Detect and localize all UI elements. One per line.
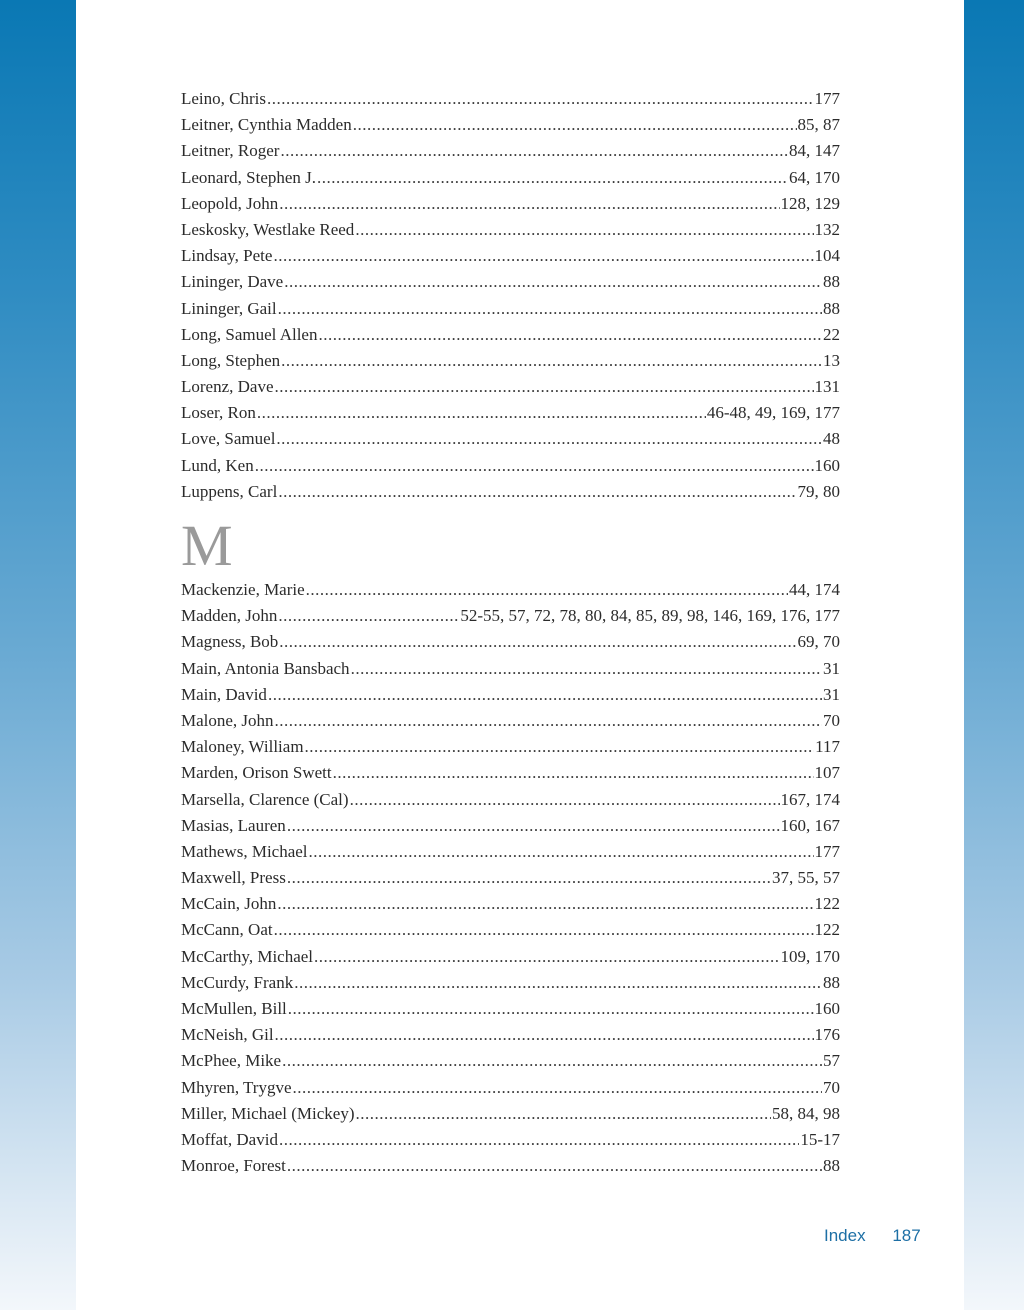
index-entry: [181, 891, 840, 917]
entry-name: Miller, Michael (Mickey): [181, 1103, 355, 1123]
entry-name: Lund, Ken: [181, 455, 254, 475]
dot-leader: [287, 1153, 822, 1179]
index-entry: [181, 269, 840, 295]
entry-name: McNeish, Gil: [181, 1025, 274, 1045]
index-entry: [181, 839, 840, 865]
index-entry: [181, 86, 840, 112]
entry-name: Mathews, Michael: [181, 841, 308, 861]
index-entry: [181, 1075, 840, 1101]
entry-name: Long, Stephen: [181, 350, 281, 370]
index-entry: [181, 400, 840, 426]
index-entry: [181, 374, 840, 400]
dot-leader: [275, 374, 814, 400]
index-entry: [181, 813, 840, 839]
index-entry: [181, 243, 840, 269]
dot-leader: [278, 479, 796, 505]
entry-pages: 88: [823, 1156, 840, 1176]
entry-name: Marden, Orison Swett: [181, 763, 332, 783]
index-entry: [181, 479, 840, 505]
dot-leader: [276, 426, 822, 452]
dot-leader: [353, 112, 797, 138]
entry-pages: 46-48, 49, 169, 177: [706, 403, 840, 423]
entry-pages: 117: [815, 737, 840, 757]
index-entry: [181, 629, 840, 655]
dot-leader: [318, 322, 822, 348]
entry-name: Moffat, David: [181, 1129, 278, 1149]
entry-pages: 79, 80: [797, 481, 840, 501]
entry-name: Main, Antonia Bansbach: [181, 658, 350, 678]
dot-leader: [273, 243, 813, 269]
index-entry: [181, 708, 840, 734]
dot-leader: [274, 917, 814, 943]
entry-pages: 13: [823, 350, 840, 370]
right-decorative-band: [964, 0, 1024, 1310]
entry-name: Marsella, Clarence (Cal): [181, 789, 349, 809]
entry-name: Mackenzie, Marie: [181, 580, 305, 599]
index-entry: [181, 1127, 840, 1153]
index-entry: [181, 1048, 840, 1074]
dot-leader: [281, 348, 822, 374]
dot-leader: [333, 760, 814, 786]
entry-name: Masias, Lauren: [181, 815, 286, 835]
entry-name: Leitner, Roger: [181, 141, 280, 161]
entry-pages: 70: [823, 710, 840, 730]
entry-pages: 64, 170: [789, 167, 840, 187]
dot-leader: [350, 787, 780, 813]
index-entry: [181, 348, 840, 374]
index-entry: [181, 112, 840, 138]
index-section-l: [181, 86, 840, 505]
dot-leader: [277, 891, 813, 917]
entry-name: McPhee, Mike: [181, 1051, 282, 1071]
dot-leader: [280, 138, 788, 164]
footer-section-label: Index: [824, 1226, 866, 1245]
entry-name: Love, Samuel: [181, 429, 276, 449]
entry-pages: 132: [814, 219, 840, 239]
index-entry: [181, 1153, 840, 1179]
entry-pages: 122: [814, 894, 840, 914]
dot-leader: [287, 813, 780, 839]
dot-leader: [255, 453, 814, 479]
entry-name: Loser, Ron: [181, 403, 256, 423]
dot-leader: [306, 577, 788, 603]
dot-leader: [355, 217, 813, 243]
section-letter-m: M: [181, 513, 233, 578]
index-entry: [181, 322, 840, 348]
entry-pages: 176: [814, 1025, 840, 1045]
index-entry: [181, 734, 840, 760]
index-entry: [181, 656, 840, 682]
entry-pages: 109, 170: [780, 946, 840, 966]
entry-pages: 44, 174: [789, 580, 840, 599]
index-entry: [181, 682, 840, 708]
index-entry: [181, 970, 840, 996]
dot-leader: [293, 1075, 822, 1101]
index-entry: [181, 917, 840, 943]
entry-pages: 160, 167: [780, 815, 840, 835]
dot-leader: [314, 944, 779, 970]
dot-leader: [278, 296, 822, 322]
entry-pages: 88: [823, 272, 840, 292]
entry-pages: 37, 55, 57: [772, 868, 840, 888]
index-entry: [181, 1022, 840, 1048]
dot-leader: [317, 165, 788, 191]
entry-pages: 107: [814, 763, 840, 783]
entry-name: Maloney, William: [181, 737, 304, 757]
entry-pages: 160: [814, 455, 840, 475]
index-entry: [181, 138, 840, 164]
entry-pages: 57: [823, 1051, 840, 1071]
entry-pages: 15-17: [800, 1129, 840, 1149]
dot-leader: [257, 400, 706, 426]
entry-pages: 52-55, 57, 72, 78, 80, 84, 85, 89, 98, 146, 169, 176, 177: [460, 606, 840, 626]
entry-name: Leopold, John: [181, 193, 279, 213]
dot-leader: [282, 1048, 822, 1074]
dot-leader: [351, 656, 822, 682]
index-entry: [181, 426, 840, 452]
entry-pages: 160: [814, 999, 840, 1018]
entry-name: Maxwell, Press: [181, 868, 286, 888]
entry-name: Leino, Chris: [181, 89, 266, 108]
entry-name: Main, David: [181, 684, 267, 704]
entry-pages: 70: [823, 1077, 840, 1097]
entry-name: Lorenz, Dave: [181, 377, 274, 397]
dot-leader: [279, 1127, 799, 1153]
entry-name: Long, Samuel Allen: [181, 324, 318, 344]
dot-leader: [267, 86, 814, 112]
index-entry: [181, 760, 840, 786]
index-entry: [181, 1101, 840, 1127]
entry-name: Malone, John: [181, 710, 274, 730]
entry-pages: 104: [814, 246, 840, 266]
dot-leader: [279, 191, 779, 217]
index-entry: [181, 944, 840, 970]
index-entry: [181, 191, 840, 217]
entry-name: Leitner, Cynthia Madden: [181, 115, 352, 135]
entry-pages: 58, 84, 98: [772, 1103, 840, 1123]
dot-leader: [275, 1022, 814, 1048]
entry-name: Lininger, Dave: [181, 272, 284, 292]
entry-name: Monroe, Forest: [181, 1156, 286, 1176]
entry-name: Lindsay, Pete: [181, 246, 273, 266]
entry-name: McMullen, Bill: [181, 999, 287, 1018]
index-page: [76, 0, 964, 1310]
dot-leader: [275, 708, 822, 734]
entry-pages: 31: [823, 684, 840, 704]
index-entry: [181, 603, 840, 629]
index-entry: [181, 165, 840, 191]
entry-pages: 84, 147: [789, 141, 840, 161]
dot-leader: [288, 996, 814, 1022]
entry-name: Madden, John: [181, 606, 278, 626]
left-decorative-band: [0, 0, 76, 1310]
entry-pages: 31: [823, 658, 840, 678]
dot-leader: [356, 1101, 771, 1127]
entry-name: McCain, John: [181, 894, 277, 914]
index-entry: [181, 217, 840, 243]
entry-pages: 48: [823, 429, 840, 449]
entry-pages: 22: [823, 324, 840, 344]
entry-pages: 167, 174: [780, 789, 840, 809]
index-entry: [181, 787, 840, 813]
entry-name: McCann, Oat: [181, 920, 273, 940]
entry-name: McCarthy, Michael: [181, 946, 314, 966]
entry-name: Luppens, Carl: [181, 481, 278, 501]
dot-leader: [278, 603, 459, 629]
dot-leader: [279, 629, 796, 655]
dot-leader: [268, 682, 822, 708]
entry-pages: 88: [823, 972, 840, 992]
entry-name: Leskosky, Westlake Reed: [181, 219, 355, 239]
entry-name: Lininger, Gail: [181, 298, 277, 318]
entry-pages: 177: [814, 89, 840, 108]
entry-name: McCurdy, Frank: [181, 972, 294, 992]
page-footer: [824, 1226, 921, 1246]
index-entry: [181, 996, 840, 1022]
index-entry: [181, 865, 840, 891]
footer-page-number: 187: [892, 1226, 921, 1245]
entry-name: Magness, Bob: [181, 632, 279, 652]
index-section-m: [181, 577, 840, 1179]
entry-pages: 85, 87: [797, 115, 840, 135]
dot-leader: [305, 734, 815, 760]
index-entry: [181, 577, 840, 603]
dot-leader: [294, 970, 822, 996]
dot-leader: [287, 865, 771, 891]
entry-name: Leonard, Stephen J.: [181, 167, 317, 187]
index-entry: [181, 453, 840, 479]
entry-pages: 131: [814, 377, 840, 397]
entry-pages: 177: [814, 841, 840, 861]
entry-name: Mhyren, Trygve: [181, 1077, 292, 1097]
dot-leader: [309, 839, 814, 865]
index-entry: [181, 296, 840, 322]
entry-pages: 88: [823, 298, 840, 318]
entry-pages: 69, 70: [797, 632, 840, 652]
entry-pages: 122: [814, 920, 840, 940]
entry-pages: 128, 129: [780, 193, 840, 213]
dot-leader: [284, 269, 822, 295]
